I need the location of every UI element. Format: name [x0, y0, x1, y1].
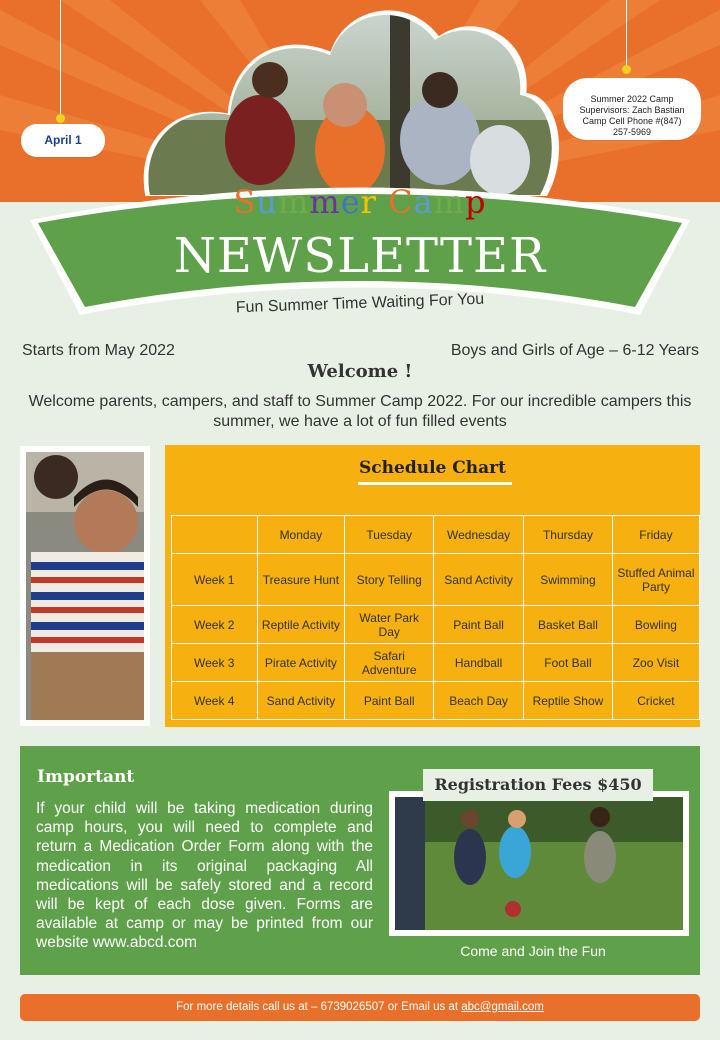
table-cell: Reptile Show [524, 682, 613, 720]
laughing-boy-photo [20, 446, 150, 726]
contact-text: For more details call us at – 6739026507 or Email us at [176, 1001, 462, 1013]
important-panel [20, 746, 700, 975]
table-cell: Week 3 [172, 644, 258, 682]
info-line: Supervisors: Zach Bastian [579, 105, 685, 115]
welcome-heading: Welcome ! [307, 361, 413, 382]
schedule-title: Schedule Chart [359, 458, 506, 478]
table-cell: Safari Adventure [345, 644, 434, 682]
important-text: If your child will be taking medication during camp hours, you will need to complete and return a Medication Order Form along with the medication in its original packaging All medications will be safely stored and a record will be kept of each dose given. Forms are available at camp or may be printed from our website www.abcd.com [36, 800, 373, 952]
schedule-panel [165, 445, 700, 727]
title-letter: S [233, 183, 257, 221]
table-cell: Cricket [612, 682, 699, 720]
title-letter: m [278, 183, 310, 221]
table-cell: Basket Ball [524, 606, 613, 644]
title-letter: m [433, 183, 466, 221]
info-line: 257-5969 [612, 127, 652, 137]
table-row [172, 606, 700, 644]
table-cell: Handball [434, 644, 524, 682]
newsletter-headline: NEWSLETTER [173, 228, 547, 284]
column-header: Tuesday [345, 516, 434, 554]
football-kids-photo [389, 791, 689, 936]
info-line: Summer 2022 Camp [590, 94, 674, 104]
tagline: Fun Summer Time Waiting For You [235, 290, 485, 317]
title-letter: r [360, 183, 377, 221]
table-cell: Beach Day [434, 682, 524, 720]
registration-fee-badge: Registration Fees $450 [423, 769, 653, 801]
table-cell: Foot Ball [524, 644, 613, 682]
table-header-row [172, 516, 700, 554]
table-cell: Water Park Day [345, 606, 434, 644]
date-cloud [21, 124, 105, 157]
title-underline [358, 482, 512, 485]
table-cell: Paint Ball [345, 682, 434, 720]
table-cell: Pirate Activity [257, 644, 345, 682]
summer-camp-title [0, 183, 720, 221]
table-cell: Sand Activity [257, 682, 345, 720]
hanging-string [626, 0, 627, 68]
table-cell: Week 2 [172, 606, 258, 644]
title-letter: e [340, 183, 361, 221]
email-link[interactable]: abc@gmail.com [461, 1001, 544, 1013]
title-letter: a [413, 183, 434, 221]
age-range: Boys and Girls of Age – 6-12 Years [450, 342, 699, 359]
title-letter: u [256, 183, 279, 221]
table-row [172, 644, 700, 682]
table-row [172, 554, 700, 606]
table-cell: Week 1 [172, 554, 258, 606]
start-date: Starts from May 2022 [22, 342, 175, 359]
title-letter [377, 183, 388, 221]
column-header: Wednesday [434, 516, 524, 554]
column-header: Friday [612, 516, 699, 554]
table-cell: Bowling [612, 606, 699, 644]
table-cell: Reptile Activity [257, 606, 345, 644]
table-cell: Stuffed Animal Party [612, 554, 699, 606]
pin-dot [56, 114, 65, 123]
column-header [172, 516, 258, 554]
table-cell: Paint Ball [434, 606, 524, 644]
photo-caption: Come and Join the Fun [460, 943, 606, 959]
table-cell: Treasure Hunt [257, 554, 345, 606]
schedule-table [171, 515, 700, 720]
footer-bar [20, 994, 700, 1021]
table-cell: Zoo Visit [612, 644, 699, 682]
supervisor-cloud [563, 78, 701, 140]
column-header: Monday [257, 516, 345, 554]
welcome-text: Welcome parents, campers, and staff to Summer Camp 2022. For our incredible campers this summer, we have a lot of fun filled events [28, 393, 692, 430]
table-cell: Week 4 [172, 682, 258, 720]
title-letter: p [465, 183, 487, 221]
hanging-string [60, 0, 61, 118]
table-cell: Swimming [524, 554, 613, 606]
table-cell: Story Telling [345, 554, 434, 606]
date-label: April 1 [44, 133, 82, 147]
column-header: Thursday [524, 516, 613, 554]
important-heading: Important [37, 767, 135, 787]
title-letter: C [388, 183, 414, 221]
table-row [172, 682, 700, 720]
title-letter: m [309, 183, 341, 221]
pin-dot [622, 65, 631, 74]
info-line: Camp Cell Phone #(847) [582, 116, 682, 126]
table-cell: Sand Activity [434, 554, 524, 606]
